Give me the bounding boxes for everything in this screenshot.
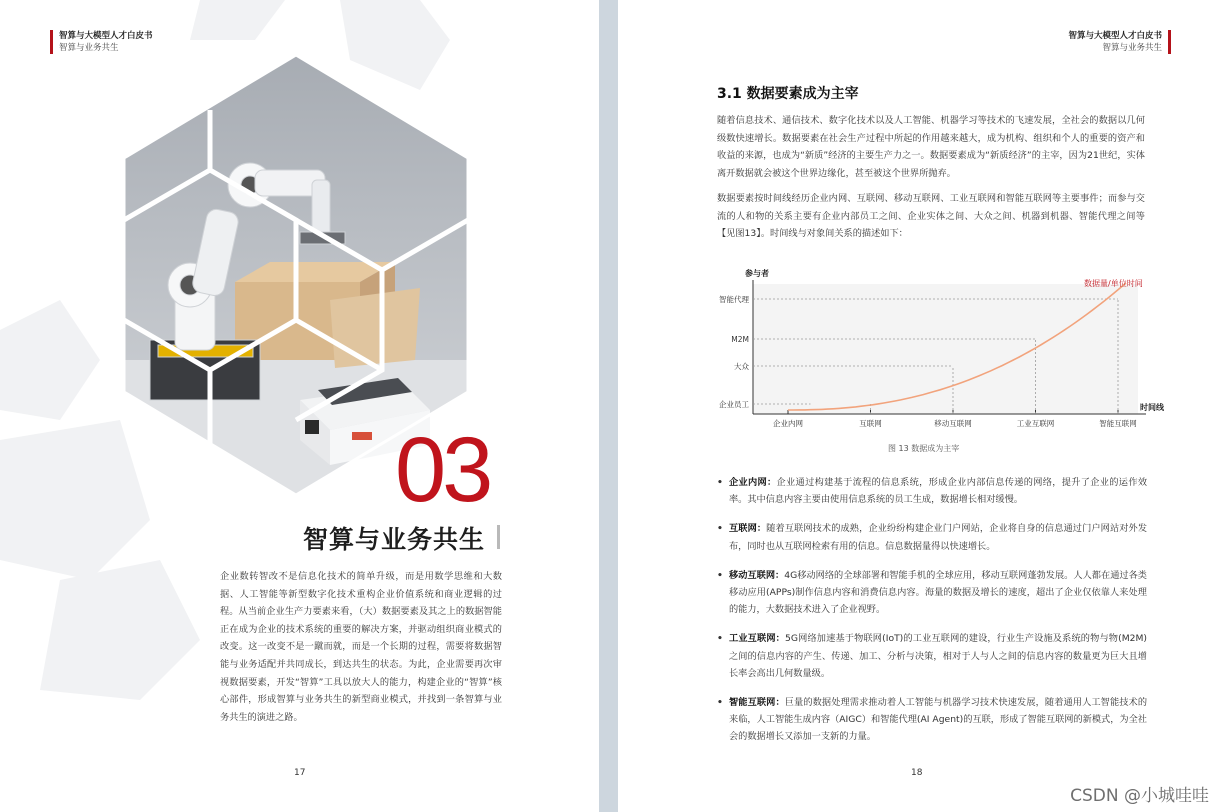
bullet-dot: •: [717, 477, 723, 488]
series-label: 数据量/单位时间: [1084, 279, 1143, 288]
bullet-item: [717, 520, 1147, 554]
bullet-dot: •: [717, 633, 723, 645]
plot-area: [753, 284, 1138, 414]
y-level-label: 大众: [734, 362, 749, 371]
bullet-term: 移动互联网：: [729, 569, 785, 581]
x-tick-label: 智能互联网: [1099, 419, 1137, 428]
y-level-label: 智能代理: [719, 295, 749, 304]
running-header: [50, 30, 153, 54]
bullet-item: [717, 567, 1147, 619]
bullet-dot: •: [717, 523, 723, 535]
x-tick-label: 企业内网: [773, 419, 803, 428]
y-level-label: 企业员工: [719, 400, 749, 409]
chapter-number: 03: [395, 419, 490, 521]
chapter-title: 智算与业务共生: [303, 525, 486, 554]
bullet-list: [717, 474, 1147, 758]
paragraph-2: 数据要素按时间线经历企业内网、互联网、移动互联网、工业互联网和智能互联网等主要事件；而参与交流的人和物的关系主要有企业内部员工之间、企业实体之间、大众之间、机器到机器、智能代理之间等【见图13】。时间线与对象间关系的描述如下：: [717, 193, 1145, 240]
bullet-text: 企业通过构建基于流程的信息系统，形成企业内部信息传递的网络，提升了企业的运作效率。其中信息内容主要由使用信息系统的员工生成，数据增长相对缓慢。: [729, 477, 1148, 506]
bullet-term: 智能互联网：: [729, 697, 785, 709]
section-title: 3.1 数据要素成为主宰: [717, 86, 859, 102]
running-header: [1068, 30, 1171, 54]
x-tick-label: 工业互联网: [1016, 419, 1055, 428]
bullet-term: 企业内网：: [729, 477, 777, 488]
bullet-dot: •: [717, 697, 723, 709]
bullet-item: [717, 474, 1147, 508]
x-axis-title: 时间线: [1140, 403, 1164, 412]
cardboard-boxes: [235, 262, 420, 368]
bullet-item: [717, 694, 1147, 746]
header-title: 智算与大模型人才白皮书: [1068, 31, 1162, 41]
right-page: [618, 0, 1217, 812]
x-tick-label: 移动互联网: [934, 419, 972, 428]
page-number-right: 18: [911, 768, 923, 778]
bullet-text: 巨量的数据处理需求推动着人工智能与机器学习技术快速发展，随着通用人工智能技术的来临，人工智能生成内容（AIGC）和智能代理(AI Agent)的互联，形成了智能互联网的新模式，为全社会的数据增长又添加一支新的力量。: [729, 697, 1148, 743]
paragraph-1: 随着信息技术、通信技术、数字化技术以及人工智能、机器学习等技术的飞速发展，全社会的数据以几何级数快速增长。数据要素在社会生产过程中所起的作用越来越大，成为机构、组织和个人的重要的资产和收益的来源，也成为“新质”经济的主要生产力之一。数据要素成为“新质经济”的主宰，因为21世纪，实体离开数据就会被这个世界边缘化，甚至被这个世界所抛弃。: [717, 115, 1145, 179]
page-gutter: [599, 0, 618, 812]
bullet-term: 工业互联网：: [729, 633, 786, 645]
bullet-text: 随着互联网技术的成熟，企业纷纷构建企业门户网站，企业将自身的信息通过门户网站对外发布，同时也从互联网检索有用的信息。信息数据量得以快速增长。: [729, 523, 1148, 552]
header-subtitle: 智算与业务共生: [59, 43, 119, 53]
left-page: [0, 0, 599, 812]
y-axis-title: 参与者: [745, 269, 769, 278]
title-divider: [497, 525, 500, 549]
bullet-text: 5G网络加速基于物联网(IoT)的工业互联网的建设，行业生产设施及系统的物与物(M2M)之间的信息内容的产生、传递、加工、分析与决策，相对于人与人之间的信息内容的数量更为巨大且增长率会高出几何数量级。: [729, 633, 1147, 679]
x-tick-label: 互联网: [859, 419, 882, 428]
bullet-text: 4G移动网络的全球部署和智能手机的全球应用，移动互联网蓬勃发展。人人都在通过各类移动应用(APPs)制作信息内容和消费信息内容。海量的数据及增长的速度，超出了企业仅依靠人来处理的能力，大数据技术进入了企业视野。: [729, 569, 1147, 616]
bullet-term: 互联网：: [729, 523, 767, 535]
chapter-intro: 企业数转智改不是信息化技术的简单升级，而是用数学思维和大数据、人工智能等新型数字化技术重构企业价值系统和商业逻辑的过程。从当前企业生产力要素来看，（大）数据要素及其之上的数据智能正在成为企业的技术系统的重要的解决方案，并驱动组织商业模式的改变。这一改变不是一蹴而就，而是一个长期的过程，需要将数据智能与业务适配并共同成长，到达共生的状态。为此，企业需要再次审视数据要素，开发“智算”工具以放大人的能力，构建企业的“智算”核心部件，形成智算与业务共生的新型商业模式，并找到一条智算与业务共生的演进之路。: [220, 571, 502, 723]
figure-caption: 图 13 数据成为主宰: [888, 444, 960, 453]
bullet-dot: •: [717, 569, 723, 581]
header-subtitle: 智算与业务共生: [1102, 43, 1162, 53]
page-number-left: 17: [294, 768, 306, 778]
y-level-label: M2M: [731, 335, 749, 344]
bullet-item: [717, 630, 1147, 682]
watermark: CSDN @小城哇哇: [1070, 786, 1209, 806]
header-title: 智算与大模型人才白皮书: [59, 31, 153, 41]
data-growth-chart: [713, 262, 1164, 437]
